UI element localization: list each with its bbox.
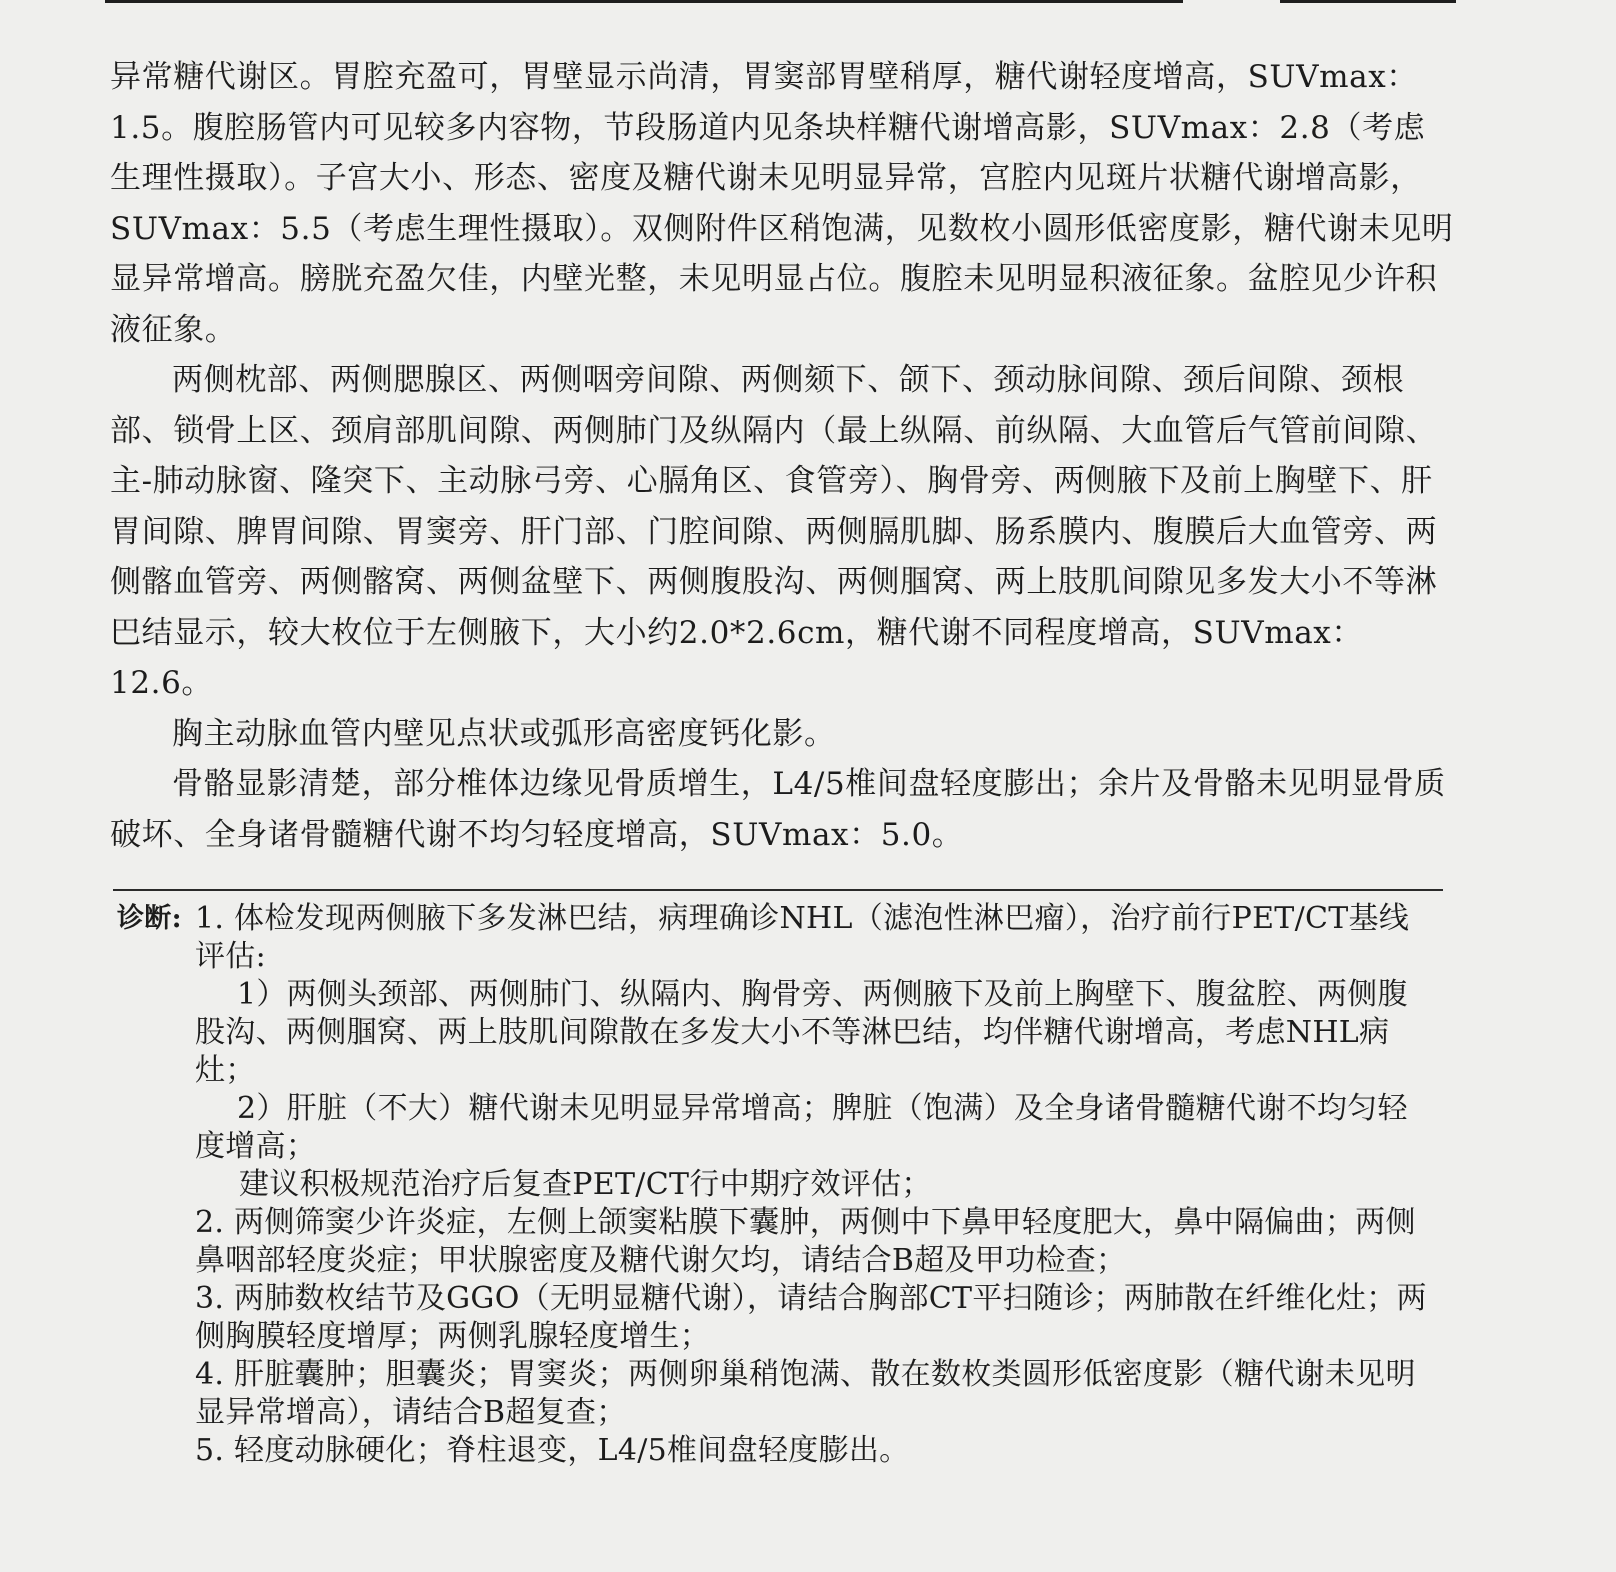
top-rule <box>105 0 1183 3</box>
findings-paragraph-abdomen: 异常糖代谢区。胃腔充盈可，胃壁显示尚清，胃窦部胃壁稍厚，糖代谢轻度增高，SUVmax：1.5。腹腔肠管内可见较多内容物，节段肠道内见条块样糖代谢增高影，SUVmax：2.8（考虑生理性摄取）。子宫大小、形态、密度及糖代谢未见明显异常，宫腔内见斑片状糖代谢增高影，SUVmax：5.5（考虑生理性摄取）。双侧附件区稍饱满，见数枚小圆形低密度影，糖代谢未见明显异常增高。膀胱充盈欠佳，内壁光整，未见明显占位。腹腔未见明显积液征象。盆腔见少许积液征象。 <box>110 59 1454 348</box>
findings-paragraph-bones: 骨骼显影清楚，部分椎体边缘见骨质增生，L4/5椎间盘轻度膨出；余片及骨骼未见明显骨质破坏、全身诸骨髓糖代谢不均匀轻度增高，SUVmax：5.0。 <box>110 766 1446 853</box>
diagnosis-item-1: 1. 体检发现两侧腋下多发淋巴结，病理确诊NHL（滤泡性淋巴瘤），治疗前行PET/CT基线评估: <box>195 901 1410 974</box>
section-divider <box>113 889 1443 891</box>
diagnosis-section <box>117 900 1437 1470</box>
findings-paragraph-aorta: 胸主动脉血管内壁见点状或弧形高密度钙化影。 <box>172 715 836 752</box>
diagnosis-item-1-sub-2: 2）肝脏（不大）糖代谢未见明显异常增高；脾脏（饱满）及全身诸骨髓糖代谢不均匀轻度增高； <box>195 1091 1408 1164</box>
diagnosis-label: 诊断: <box>117 903 182 934</box>
diagnosis-item-1-sub-1: 1）两侧头颈部、两侧肺门、纵隔内、胸骨旁、两侧腋下及前上胸壁下、腹盆腔、两侧腹股沟、两侧腘窝、两上肢肌间隙散在多发大小不等淋巴结，均伴糖代谢增高，考虑NHL病灶； <box>195 977 1408 1088</box>
diagnosis-advice: 建议积极规范治疗后复查PET/CT行中期疗效评估； <box>239 1167 932 1202</box>
diagnosis-body <box>195 900 1437 1470</box>
diagnosis-item-3: 3. 两肺数枚结节及GGO（无明显糖代谢），请结合胸部CT平扫随诊；两肺散在纤维化灶；两侧胸膜轻度增厚；两侧乳腺轻度增生； <box>195 1281 1427 1354</box>
diagnosis-item-2: 2. 两侧筛窦少许炎症，左侧上颌窦粘膜下囊肿，两侧中下鼻甲轻度肥大，鼻中隔偏曲；两侧鼻咽部轻度炎症；甲状腺密度及糖代谢欠均，请结合B超及甲功检查； <box>195 1205 1416 1278</box>
diagnosis-item-4: 4. 肝脏囊肿；胆囊炎；胃窦炎；两侧卵巢稍饱满、散在数枚类圆形低密度影（糖代谢未见明显异常增高），请结合B超复查； <box>195 1357 1416 1430</box>
findings-section <box>110 52 1455 860</box>
top-rule-segment <box>1280 0 1456 3</box>
diagnosis-item-5: 5. 轻度动脉硬化；脊柱退变，L4/5椎间盘轻度膨出。 <box>195 1433 910 1468</box>
findings-paragraph-lymph-nodes: 两侧枕部、两侧腮腺区、两侧咽旁间隙、两侧颏下、颌下、颈动脉间隙、颈后间隙、颈根部、锁骨上区、颈肩部肌间隙、两侧肺门及纵隔内（最上纵隔、前纵隔、大血管后气管前间隙、主-肺动脉窗、隆突下、主动脉弓旁、心膈角区、食管旁）、胸骨旁、两侧腋下及前上胸壁下、肝胃间隙、脾胃间隙、胃窦旁、肝门部、门腔间隙、两侧膈肌脚、肠系膜内、腹膜后大血管旁、两侧髂血管旁、两侧髂窝、两侧盆壁下、两侧腹股沟、两侧腘窝、两上肢肌间隙见多发大小不等淋巴结显示，较大枚位于左侧腋下，大小约2.0*2.6cm，糖代谢不同程度增高，SUVmax：12.6。 <box>110 362 1438 701</box>
